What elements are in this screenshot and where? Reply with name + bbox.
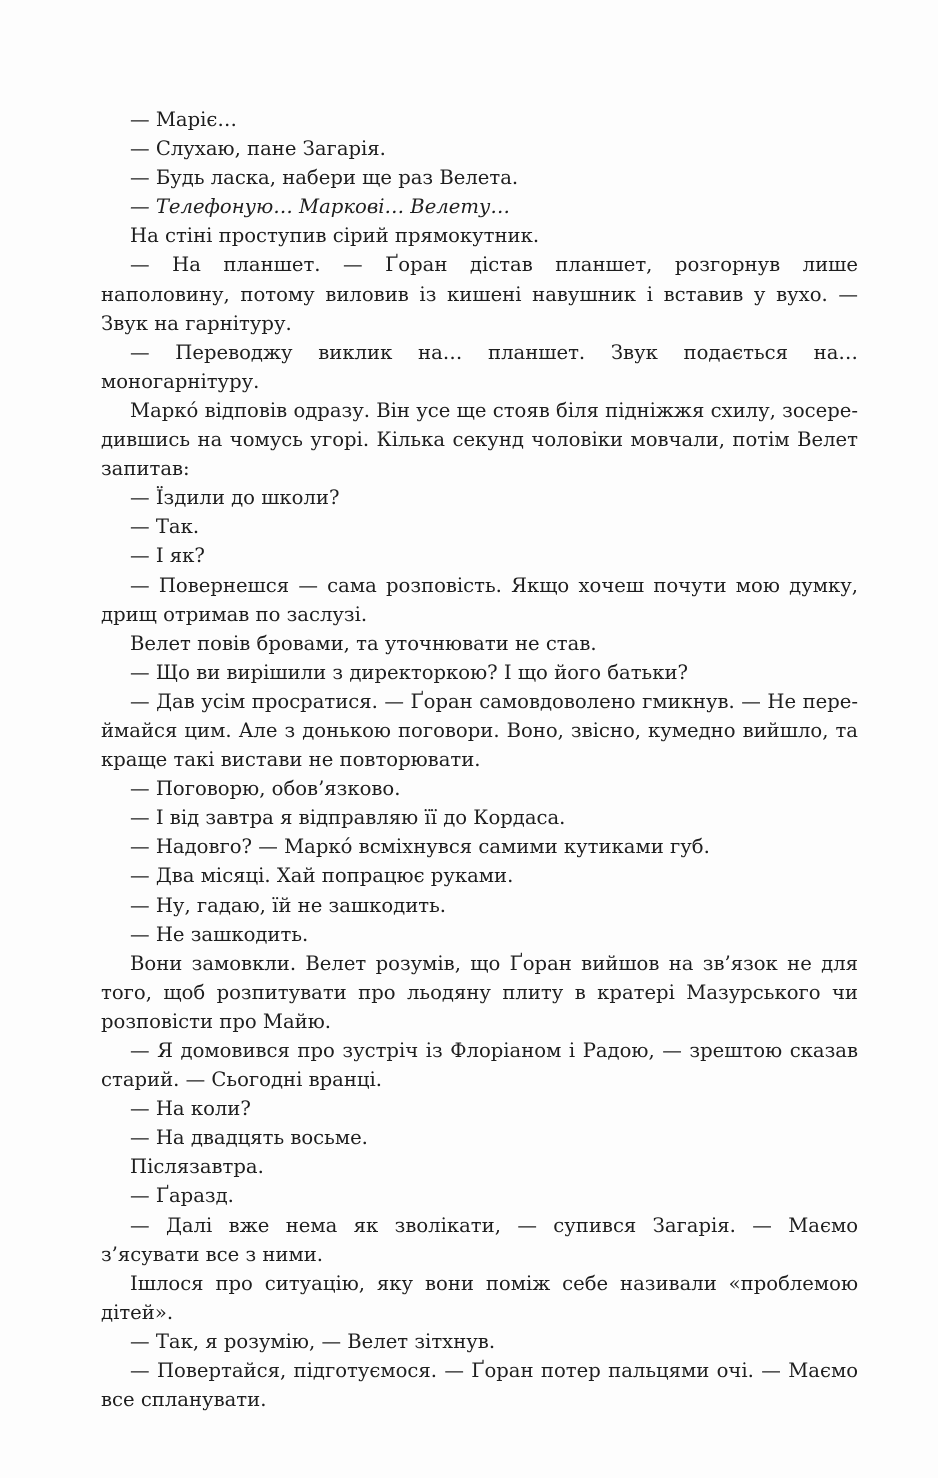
paragraph: — Далі вже нема як зволікати, — супився Загарія. — Маємо з’ясувати все з ними. [101,1213,858,1266]
paragraph: — Так, я розумію, — Велет зітхнув. [130,1329,496,1353]
paragraph: — Маріє… [130,108,237,131]
paragraph: — Дав усім просратися. — Ґоран самовдоволено гмикнув. — Не переймайся цим. Але з донькою поговори. Воно, звісно, кумедно вийшло, та краще такі вистави не повторювати. [101,689,858,772]
paragraph: — Не зашкодить. [130,922,309,946]
body-text [101,105,858,1414]
paragraph: — І від завтра я відправляю її до Кордаса. [130,806,566,830]
paragraph: Маркó відповів одразу. Він усе ще стояв біля підніжжя схилу, зосередившись на чомусь угорі. Кілька секунд чоловіки мовчали, потім Велет запитав: [101,398,858,481]
paragraph: — Повернешся — сама розповість. Якщо хочеш почути мою думку, дрищ отримав по заслузі. [101,573,858,626]
paragraph: Ішлося про ситуацію, яку вони поміж себе називали «проблемою дітей». [101,1271,858,1324]
paragraph: Вони замовкли. Велет розумів, що Ґоран вийшов на зв’язок не для того, щоб розпитувати про льодяну плиту в кратері Мазурського чи розповісти про Майю. [101,951,858,1033]
paragraph: — Поговорю, обов’язково. [130,777,401,801]
paragraph: — Їздили до школи? [130,486,340,510]
paragraph: — Переводжу виклик на… планшет. Звук подається на… моногарнітуру. [101,340,858,393]
paragraph: — Два місяці. Хай попрацює руками. [130,864,514,888]
paragraph: Післязавтра. [130,1155,264,1179]
paragraph: — Надовго? — Маркó всміхнувся самими кутиками губ. [130,835,710,859]
paragraph: — Ну, гадаю, їй не зашкодить. [130,893,447,917]
paragraph: — Що ви вирішили з директоркою? І що його батьки? [130,660,689,684]
paragraph: — Повертайся, підготуємося. — Ґоран потер пальцями очі. — Маємо все спланувати. [101,1359,858,1412]
paragraph: На стіні проступив сірий прямокутник. [130,224,540,248]
paragraph: — Слухаю, пане Загарія. [130,137,386,161]
paragraph: — Будь ласка, набери ще раз Велета. [130,166,519,190]
paragraph: — На планшет. — Ґоран дістав планшет, розгорнув лише наполовину, потому виловив із кишені навушник і вставив у вухо. — Звук на гарнітуру. [101,253,858,335]
paragraph: — На двадцять восьме. [130,1126,368,1150]
paragraph: — Так. [130,515,200,539]
paragraph: — Ґаразд. [130,1184,234,1208]
paragraph: — І як? [130,544,205,568]
paragraph: — Я домовився про зустріч із Флоріаном і Радою, — зрештою сказав старий. — Сьогодні вранці. [101,1039,858,1092]
paragraph: — На коли? [130,1097,251,1121]
paragraph: Велет повів бровами, та уточнювати не став. [130,631,597,655]
paragraph-italic: — Телефоную… Маркові… Велету… [130,195,510,219]
